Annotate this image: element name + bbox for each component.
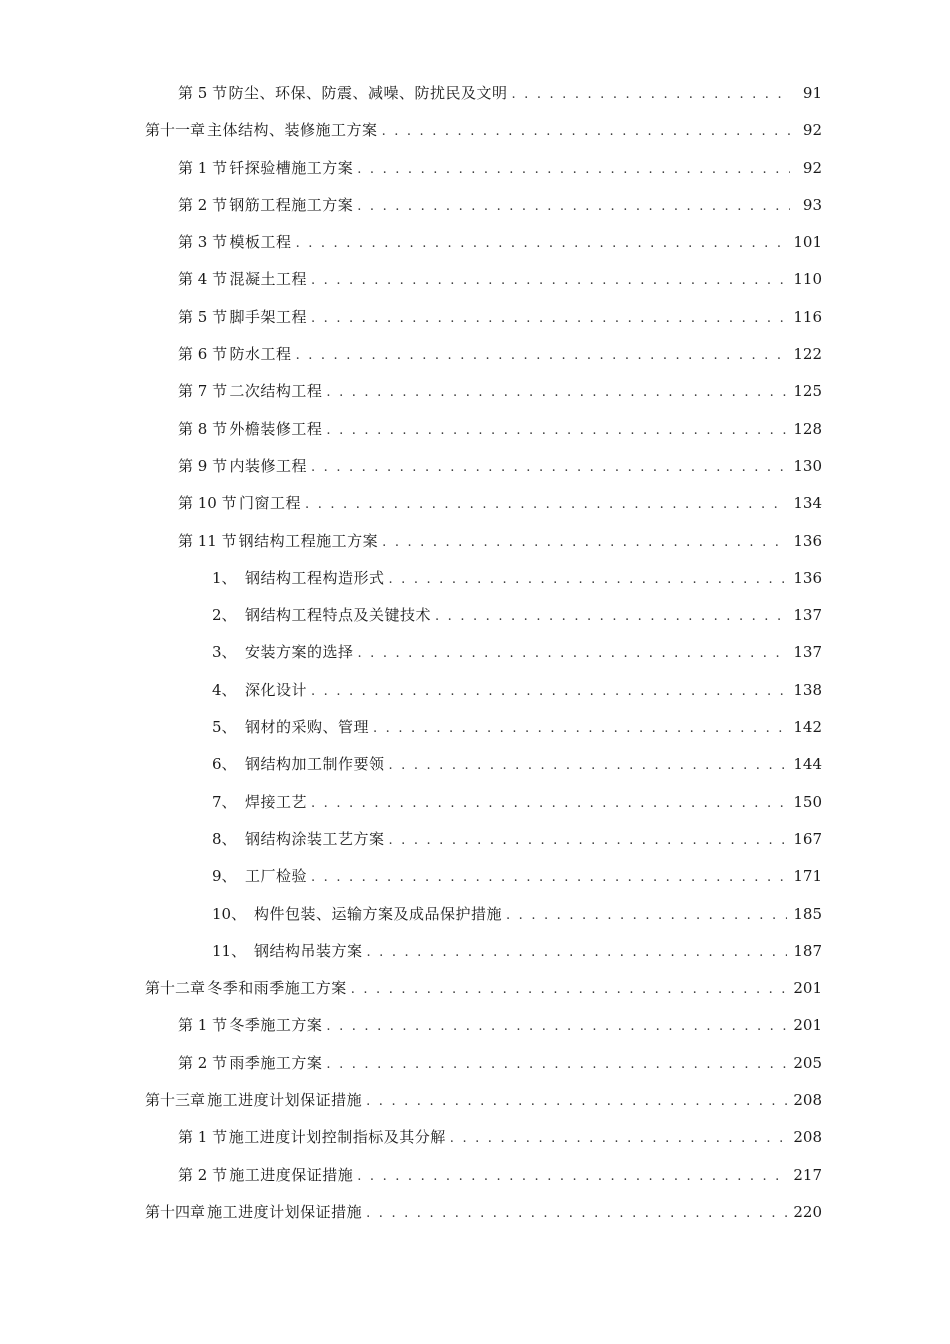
toc-entry-number: 第 1 节 — [178, 1016, 228, 1035]
toc-subsection-entry — [0, 597, 950, 634]
toc-section-entry — [0, 485, 950, 522]
toc-dot-leader — [326, 1008, 787, 1045]
toc-page-number: 205 — [793, 1053, 822, 1072]
toc-dot-leader — [506, 897, 787, 934]
toc-entry-number: 第 8 节 — [178, 419, 228, 438]
toc-entry-number: 第 9 节 — [178, 456, 228, 475]
toc-section-entry — [0, 299, 950, 336]
toc-subsection-entry — [0, 672, 950, 709]
toc-page-number: 217 — [793, 1165, 822, 1184]
toc-page-number: 167 — [793, 829, 822, 848]
toc-entry-number: 第 4 节 — [178, 270, 228, 289]
toc-entry-number: 第十三章 — [145, 1091, 206, 1110]
toc-subsection-entry — [0, 560, 950, 597]
toc-entry-number: 第 1 节 — [178, 1128, 228, 1147]
toc-dot-leader — [435, 598, 787, 635]
toc-dot-leader — [311, 785, 787, 822]
toc-section-entry — [0, 411, 950, 448]
toc-page-number: 208 — [793, 1128, 822, 1147]
toc-page-number: 91 — [802, 84, 822, 102]
toc-entry-title: 雨季施工方案 — [229, 1053, 323, 1072]
toc-entry-title: 内装修工程 — [229, 456, 307, 475]
toc-entry-title: 模板工程 — [229, 233, 292, 252]
toc-entry-title: 冬季施工方案 — [229, 1016, 323, 1035]
toc-subsection-entry — [0, 896, 950, 933]
toc-section-entry — [0, 1157, 950, 1194]
toc-entry-number: 2、 — [212, 606, 237, 625]
toc-page-number: 101 — [793, 233, 822, 252]
toc-entry-title: 防尘、环保、防震、减噪、防扰民及文明 — [228, 84, 508, 102]
toc-dot-leader — [373, 710, 787, 747]
toc-dot-leader — [512, 76, 791, 113]
toc-dot-leader — [326, 374, 787, 411]
toc-page-number: 125 — [793, 382, 822, 401]
toc-dot-leader — [366, 1083, 787, 1120]
toc-entry-number: 第 5 节 — [178, 307, 228, 326]
toc-section-entry — [0, 224, 950, 261]
toc-entry-title: 主体结构、装修施工方案 — [207, 121, 378, 140]
toc-entry-title: 冬季和雨季施工方案 — [207, 979, 347, 998]
toc-chapter-entry — [0, 1082, 950, 1119]
toc-entry-number: 3、 — [212, 643, 237, 662]
toc-page-number: 134 — [793, 494, 822, 513]
toc-dot-leader — [357, 1158, 787, 1195]
toc-entry-number: 第 7 节 — [178, 382, 228, 401]
toc-page-number: 137 — [793, 643, 822, 662]
toc-subsection-entry — [0, 746, 950, 783]
toc-dot-leader — [326, 1046, 787, 1083]
toc-entry-title: 工厂检验 — [245, 867, 308, 886]
toc-section-entry — [0, 1119, 950, 1156]
toc-entry-number: 第 10 节 — [178, 494, 237, 513]
toc-dot-leader — [450, 1120, 788, 1157]
toc-entry-title: 钢结构工程特点及关键技术 — [245, 606, 432, 625]
toc-chapter-entry — [0, 970, 950, 1007]
toc-entry-title: 安装方案的选择 — [245, 643, 354, 662]
toc-entry-title: 钢结构工程施工方案 — [238, 531, 379, 550]
toc-entry-number: 第 1 节 — [178, 158, 228, 177]
toc-entry-title: 深化设计 — [245, 680, 308, 699]
toc-page-number: 201 — [793, 979, 822, 998]
toc-entry-number: 第 2 节 — [178, 1165, 228, 1184]
toc-section-entry — [0, 261, 950, 298]
toc-dot-leader — [311, 673, 787, 710]
toc-entry-number: 6、 — [212, 755, 237, 774]
toc-section-entry — [0, 373, 950, 410]
toc-dot-leader — [357, 188, 790, 225]
toc-entry-number: 9、 — [212, 867, 237, 886]
toc-subsection-entry — [0, 634, 950, 671]
toc-dot-leader — [389, 747, 788, 784]
toc-dot-leader — [311, 449, 787, 486]
toc-dot-leader — [382, 524, 787, 561]
toc-page-number: 93 — [802, 195, 822, 214]
toc-dot-leader — [351, 971, 788, 1008]
toc-page-number: 138 — [793, 680, 822, 699]
toc-page-number: 208 — [793, 1091, 822, 1110]
toc-entry-number: 7、 — [212, 792, 237, 811]
toc-page-number: 185 — [793, 904, 822, 923]
toc-page-number: 220 — [793, 1202, 822, 1221]
toc-entry-title: 施工进度计划控制指标及其分解 — [228, 1128, 446, 1147]
toc-entry-title: 焊接工艺 — [245, 792, 308, 811]
toc-dot-leader — [366, 1195, 787, 1232]
toc-dot-leader — [357, 151, 790, 188]
toc-page-number: 128 — [793, 419, 822, 438]
toc-entry-title: 钎探验槽施工方案 — [229, 158, 354, 177]
toc-entry-number: 第十二章 — [145, 979, 206, 998]
toc-entry-number: 4、 — [212, 680, 237, 699]
toc-page-number: 130 — [793, 456, 822, 475]
toc-dot-leader — [326, 412, 787, 449]
toc-section-entry — [0, 75, 950, 112]
toc-entry-title: 钢结构加工制作要领 — [245, 755, 385, 774]
toc-page-number: 187 — [793, 941, 822, 960]
toc-chapter-entry — [0, 112, 950, 149]
toc-entry-title: 脚手架工程 — [229, 307, 307, 326]
toc-entry-number: 第 2 节 — [178, 195, 228, 214]
toc-page-number: 116 — [793, 307, 822, 326]
toc-page-number: 122 — [793, 345, 822, 364]
toc-entry-number: 10、 — [212, 904, 247, 923]
toc-dot-leader — [305, 486, 787, 523]
toc-chapter-entry — [0, 1194, 950, 1231]
toc-entry-number: 11、 — [212, 941, 247, 960]
toc-entry-title: 混凝土工程 — [229, 270, 307, 289]
toc-page-number: 136 — [793, 568, 822, 587]
toc-page-number: 150 — [793, 792, 822, 811]
toc-dot-leader — [389, 561, 788, 598]
toc-dot-leader — [296, 337, 788, 374]
toc-entry-number: 第 11 节 — [178, 531, 237, 550]
toc-subsection-entry — [0, 821, 950, 858]
toc-entry-title: 钢结构吊装方案 — [254, 941, 363, 960]
toc-subsection-entry — [0, 858, 950, 895]
toc-section-entry — [0, 150, 950, 187]
toc-page-number: 110 — [793, 270, 822, 289]
toc-page-number: 137 — [793, 606, 822, 625]
toc-dot-leader — [296, 225, 788, 262]
toc-page-number: 144 — [793, 755, 822, 774]
toc-subsection-entry — [0, 933, 950, 970]
toc-entry-number: 第十四章 — [145, 1202, 206, 1221]
toc-entry-number: 第十一章 — [145, 121, 206, 140]
toc-entry-number: 1、 — [212, 568, 237, 587]
toc-subsection-entry — [0, 709, 950, 746]
toc-page-number: 92 — [802, 121, 822, 140]
toc-entry-title: 钢结构涂装工艺方案 — [245, 829, 385, 848]
toc-subsection-entry — [0, 784, 950, 821]
toc-dot-leader — [389, 822, 788, 859]
toc-section-entry — [0, 448, 950, 485]
toc-entry-number: 第 2 节 — [178, 1053, 228, 1072]
toc-page-number: 92 — [802, 158, 822, 177]
toc-entry-title: 外檐装修工程 — [229, 419, 323, 438]
toc-section-entry — [0, 1007, 950, 1044]
toc-section-entry — [0, 187, 950, 224]
toc-entry-number: 第 5 节 — [178, 84, 228, 102]
toc-entry-title: 施工进度计划保证措施 — [207, 1091, 363, 1110]
toc-page-number: 171 — [793, 867, 822, 886]
toc-dot-leader — [311, 859, 787, 896]
toc-page-number: 142 — [793, 718, 822, 737]
toc-dot-leader — [358, 635, 788, 672]
toc-entry-title: 构件包装、运输方案及成品保护措施 — [254, 904, 503, 923]
toc-section-entry — [0, 336, 950, 373]
toc-entry-title: 施工进度计划保证措施 — [207, 1202, 363, 1221]
toc-section-entry — [0, 1045, 950, 1082]
toc-dot-leader — [311, 262, 787, 299]
toc-entry-title: 钢材的采购、管理 — [245, 718, 370, 737]
toc-section-entry — [0, 523, 950, 560]
toc-entry-number: 8、 — [212, 829, 237, 848]
toc-dot-leader — [367, 934, 788, 971]
toc-entry-number: 第 3 节 — [178, 233, 228, 252]
toc-dot-leader — [311, 300, 787, 337]
table-of-contents — [0, 75, 950, 1231]
toc-entry-title: 钢筋工程施工方案 — [229, 195, 354, 214]
toc-entry-title: 门窗工程 — [239, 494, 302, 513]
toc-entry-title: 防水工程 — [229, 345, 292, 364]
toc-entry-number: 第 6 节 — [178, 345, 228, 364]
toc-page-number: 136 — [793, 531, 822, 550]
toc-entry-number: 5、 — [212, 718, 237, 737]
toc-entry-title: 施工进度保证措施 — [229, 1165, 354, 1184]
toc-entry-title: 钢结构工程构造形式 — [245, 568, 385, 587]
toc-page-number: 201 — [793, 1016, 822, 1035]
toc-dot-leader — [382, 113, 790, 150]
toc-entry-title: 二次结构工程 — [229, 382, 323, 401]
